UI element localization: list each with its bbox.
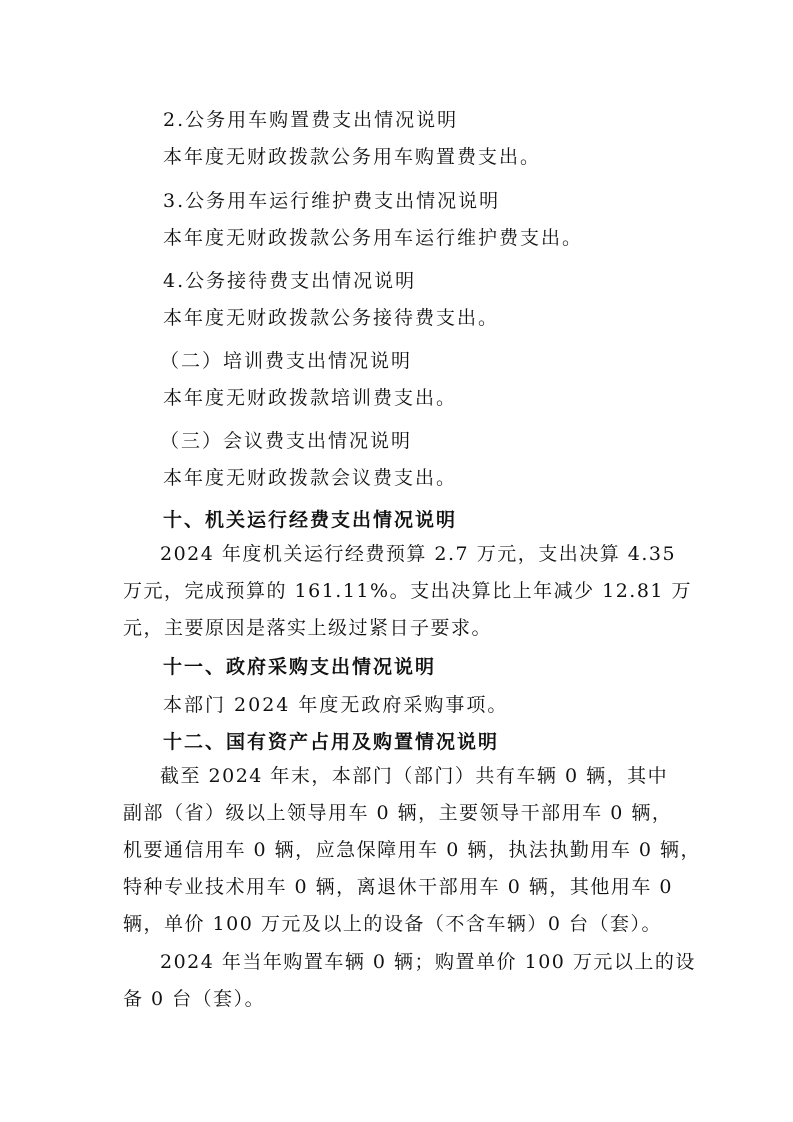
paragraph-line: 2024 年当年购置车辆 0 辆；购置单价 100 万元以上的设 — [160, 951, 696, 973]
section-body-procurement: 本部门 2024 年度无政府采购事项。 — [163, 694, 509, 716]
paragraph-line: 2024 年度机关运行经费预算 2.7 万元，支出决算 4.35 — [160, 543, 677, 565]
section-heading-vehicle-purchase: 2.公务用车购置费支出情况说明 — [163, 109, 459, 131]
paragraph-operating-expenses — [123, 536, 693, 647]
section-heading-operating-expenses: 十、机关运行经费支出情况说明 — [163, 509, 458, 531]
section-body-vehicle-maintenance: 本年度无财政拨款公务用车运行维护费支出。 — [163, 227, 584, 249]
paragraph-line: 截至 2024 年末，本部门（部门）共有车辆 0 辆，其中 — [160, 765, 669, 787]
section-heading-reception: 4.公务接待费支出情况说明 — [163, 270, 417, 292]
section-heading-vehicle-maintenance: 3.公务用车运行维护费支出情况说明 — [163, 190, 501, 212]
section-heading-state-assets: 十二、国有资产占用及购置情况说明 — [163, 731, 500, 753]
paragraph-line: 万元，完成预算的 161.11%。支出决算比上年减少 12.81 万 — [123, 580, 693, 602]
paragraph-line: 特种专业技术用车 0 辆，离退休干部用车 0 辆，其他用车 0 — [123, 876, 673, 898]
paragraph-line: 辆，单价 100 万元及以上的设备（不含车辆）0 台（套）。 — [123, 913, 662, 935]
section-heading-training: （二）培训费支出情况说明 — [160, 350, 413, 372]
section-body-reception: 本年度无财政拨款公务接待费支出。 — [163, 307, 500, 329]
paragraph-line: 副部（省）级以上领导用车 0 辆，主要领导干部用车 0 辆， — [123, 802, 673, 824]
paragraph-vehicle-holdings — [123, 758, 702, 943]
paragraph-vehicle-purchases — [123, 944, 696, 1018]
paragraph-line: 机要通信用车 0 辆，应急保障用车 0 辆，执法执勤用车 0 辆， — [123, 839, 702, 861]
section-body-meeting: 本年度无财政拨款会议费支出。 — [163, 467, 458, 489]
paragraph-line: 元，主要原因是落实上级过紧日子要求。 — [123, 617, 493, 639]
section-body-training: 本年度无财政拨款培训费支出。 — [163, 387, 458, 409]
section-heading-meeting: （三）会议费支出情况说明 — [160, 430, 413, 452]
paragraph-line: 备 0 台（套）。 — [123, 988, 266, 1010]
section-body-vehicle-purchase: 本年度无财政拨款公务用车购置费支出。 — [163, 146, 542, 168]
section-heading-procurement: 十一、政府采购支出情况说明 — [163, 656, 437, 678]
